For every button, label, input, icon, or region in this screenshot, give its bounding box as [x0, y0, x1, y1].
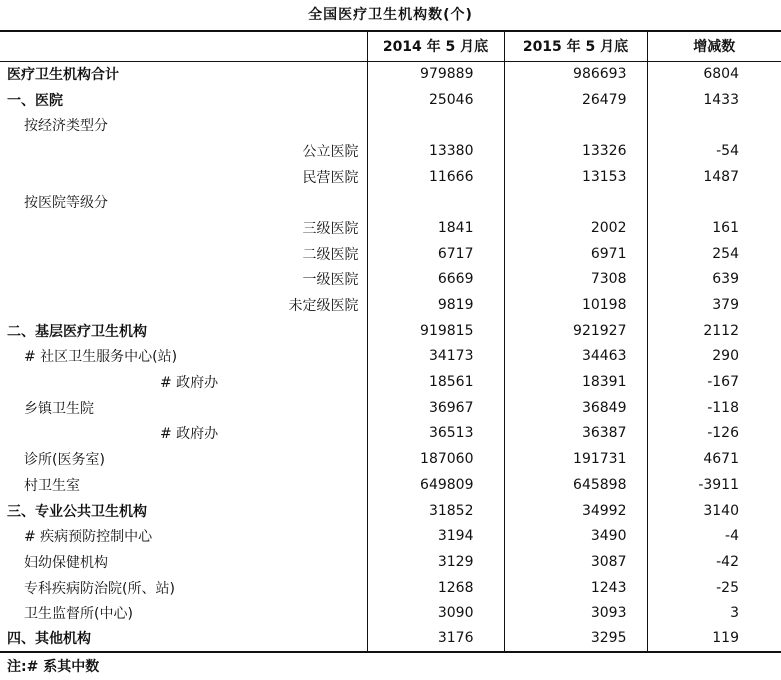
- footnote: 注:# 系其中数: [7, 659, 100, 675]
- column-header-change: 增减数: [647, 31, 781, 61]
- value-2015: 13326: [504, 138, 647, 164]
- table-title: 全国医疗卫生机构数(个): [308, 7, 473, 23]
- value-2014: 3176: [367, 626, 504, 652]
- table-row: [0, 318, 781, 344]
- row-label: # 疾病预防控制中心: [24, 529, 153, 546]
- row-label: 公立医院: [302, 143, 359, 160]
- value-2015: 7308: [504, 267, 647, 293]
- row-label: 二、基层医疗卫生机构: [7, 323, 147, 340]
- row-label: 未定级医院: [288, 298, 359, 315]
- value-2014: 36513: [367, 421, 504, 447]
- value-change: 1433: [647, 87, 781, 113]
- value-change: -4: [647, 523, 781, 549]
- table-row: [0, 292, 781, 318]
- value-change: -118: [647, 395, 781, 421]
- data-table: [0, 30, 781, 653]
- value-2015: 3490: [504, 523, 647, 549]
- value-2014: [367, 189, 504, 215]
- value-2014: 3090: [367, 600, 504, 626]
- value-2015: 3093: [504, 600, 647, 626]
- column-header-2014: 2014 年 5 月底: [367, 31, 504, 61]
- table-row: [0, 421, 781, 447]
- value-change: 254: [647, 241, 781, 267]
- table-row: [0, 549, 781, 575]
- table-row: [0, 87, 781, 113]
- value-2014: 187060: [367, 446, 504, 472]
- row-label: 三、专业公共卫生机构: [7, 503, 147, 520]
- row-label: 医疗卫生机构合计: [7, 67, 119, 84]
- value-change: [647, 189, 781, 215]
- table-row: [0, 600, 781, 626]
- value-2014: 979889: [367, 61, 504, 87]
- row-label: 二级医院: [302, 246, 359, 263]
- table-row: [0, 472, 781, 498]
- table-row: [0, 189, 781, 215]
- table-row: [0, 61, 781, 87]
- value-change: 119: [647, 626, 781, 652]
- value-2015: 921927: [504, 318, 647, 344]
- table-row: [0, 395, 781, 421]
- value-2014: 13380: [367, 138, 504, 164]
- value-2014: 919815: [367, 318, 504, 344]
- table-row: [0, 241, 781, 267]
- value-2014: 649809: [367, 472, 504, 498]
- value-change: 161: [647, 215, 781, 241]
- row-label: 按经济类型分: [24, 118, 108, 135]
- value-change: 290: [647, 344, 781, 370]
- value-change: -167: [647, 369, 781, 395]
- value-2014: 34173: [367, 344, 504, 370]
- table-row: [0, 112, 781, 138]
- value-2015: 34992: [504, 498, 647, 524]
- table-row: [0, 523, 781, 549]
- value-2014: 1268: [367, 575, 504, 601]
- value-2014: 6717: [367, 241, 504, 267]
- value-2015: [504, 112, 647, 138]
- value-2014: 11666: [367, 164, 504, 190]
- value-2014: 6669: [367, 267, 504, 293]
- value-change: 379: [647, 292, 781, 318]
- value-2015: 3295: [504, 626, 647, 652]
- value-change: 4671: [647, 446, 781, 472]
- value-change: 2112: [647, 318, 781, 344]
- value-2015: 191731: [504, 446, 647, 472]
- row-label: # 社区卫生服务中心(站): [24, 349, 178, 366]
- value-2014: 18561: [367, 369, 504, 395]
- value-2015: 645898: [504, 472, 647, 498]
- value-2015: 3087: [504, 549, 647, 575]
- table-row: [0, 446, 781, 472]
- column-header-item: [0, 31, 367, 61]
- value-change: 3140: [647, 498, 781, 524]
- table-row: [0, 164, 781, 190]
- table-row: [0, 498, 781, 524]
- value-2014: 9819: [367, 292, 504, 318]
- value-2015: 1243: [504, 575, 647, 601]
- value-change: 6804: [647, 61, 781, 87]
- value-change: -25: [647, 575, 781, 601]
- value-2015: 36849: [504, 395, 647, 421]
- value-2014: [367, 112, 504, 138]
- value-2015: 26479: [504, 87, 647, 113]
- table-row: [0, 575, 781, 601]
- row-label: 村卫生室: [24, 477, 80, 494]
- row-label: 诊所(医务室): [24, 452, 105, 469]
- value-change: -3911: [647, 472, 781, 498]
- row-label: 民营医院: [302, 169, 359, 186]
- value-2014: 3129: [367, 549, 504, 575]
- value-2015: 13153: [504, 164, 647, 190]
- row-label: 按医院等级分: [24, 195, 108, 212]
- value-2014: 36967: [367, 395, 504, 421]
- row-label: 四、其他机构: [0, 626, 367, 652]
- value-change: -126: [647, 421, 781, 447]
- value-change: -54: [647, 138, 781, 164]
- row-label: 妇幼保健机构: [24, 554, 108, 571]
- value-2015: 18391: [504, 369, 647, 395]
- table-row: [0, 215, 781, 241]
- value-2015: 2002: [504, 215, 647, 241]
- header-row: [0, 31, 781, 61]
- row-label: 专科疾病防治院(所、站): [24, 580, 175, 597]
- value-2014: 3194: [367, 523, 504, 549]
- row-label: 三级医院: [302, 220, 359, 237]
- row-label: # 政府办: [160, 375, 219, 392]
- row-label: 一、医院: [7, 92, 63, 109]
- value-2015: 10198: [504, 292, 647, 318]
- value-change: 1487: [647, 164, 781, 190]
- row-label: 乡镇卫生院: [24, 400, 94, 417]
- row-label: 一级医院: [302, 272, 359, 289]
- value-change: 3: [647, 600, 781, 626]
- value-2015: 6971: [504, 241, 647, 267]
- table-row: [0, 626, 781, 652]
- value-2015: 986693: [504, 61, 647, 87]
- table-row: [0, 344, 781, 370]
- value-2015: [504, 189, 647, 215]
- table-row: [0, 267, 781, 293]
- table-row: [0, 138, 781, 164]
- column-header-2015: 2015 年 5 月底: [504, 31, 647, 61]
- value-2015: 36387: [504, 421, 647, 447]
- value-2015: 34463: [504, 344, 647, 370]
- value-change: 639: [647, 267, 781, 293]
- row-label: 卫生监督所(中心): [24, 606, 133, 623]
- value-2014: 1841: [367, 215, 504, 241]
- value-2014: 25046: [367, 87, 504, 113]
- table-row: [0, 369, 781, 395]
- value-change: -42: [647, 549, 781, 575]
- value-change: [647, 112, 781, 138]
- value-2014: 31852: [367, 498, 504, 524]
- row-label: # 政府办: [160, 426, 219, 443]
